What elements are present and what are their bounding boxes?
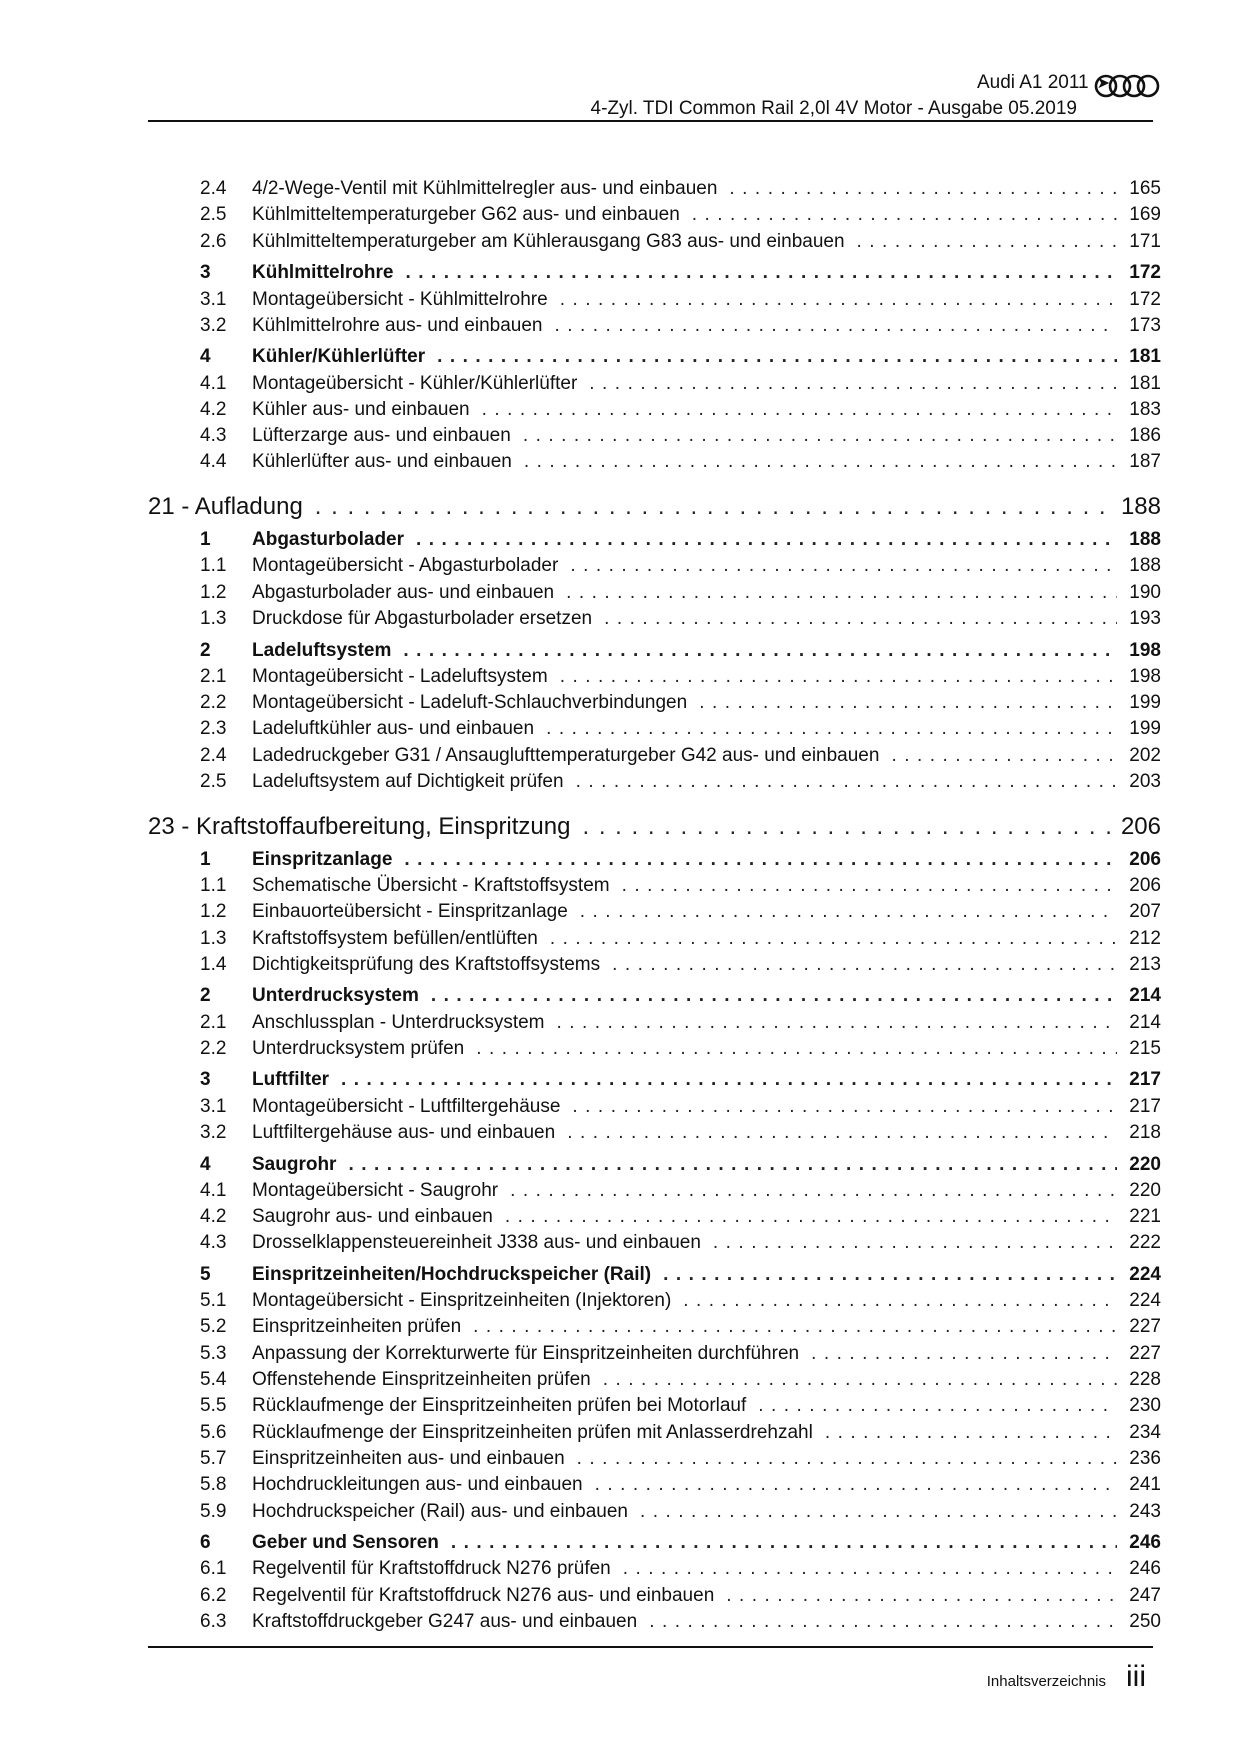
toc-entry-title: Rücklaufmenge der Einspritzeinheiten prüfen mit Anlasserdrehzahl bbox=[252, 1421, 813, 1443]
toc-entry-number: 6.2 bbox=[200, 1584, 227, 1606]
toc-entry-sub[interactable] bbox=[148, 580, 1161, 606]
toc-entry-section[interactable] bbox=[148, 1530, 1161, 1556]
toc-entry-title: Kühler/Kühlerlüfter bbox=[252, 346, 426, 368]
toc-entry-page: 206 bbox=[1120, 813, 1161, 841]
toc-entry-number: 5 bbox=[200, 1263, 211, 1285]
toc-entry-number: 3.2 bbox=[200, 1122, 227, 1144]
header-model-text: Audi A1 2011 bbox=[976, 72, 1089, 93]
toc-entry-title: Kühlmittelrohre aus- und einbauen bbox=[252, 314, 543, 336]
toc-entry-title: Kühlmitteltemperaturgeber am Kühlerausgang G83 aus- und einbauen bbox=[252, 230, 845, 252]
toc-entry-page: 181 bbox=[1129, 346, 1161, 368]
toc-entry-sub[interactable] bbox=[148, 1288, 1161, 1314]
toc-entry-number: 1 bbox=[200, 529, 211, 551]
toc-entry-title: Ladedruckgeber G31 / Ansauglufttemperaturgeber G42 aus- und einbauen bbox=[252, 744, 880, 766]
toc-entry-title: Kühler aus- und einbauen bbox=[252, 398, 470, 420]
table-of-contents bbox=[148, 176, 1161, 1635]
toc-entry-number: 5.4 bbox=[200, 1369, 227, 1391]
toc-entry-page: 213 bbox=[1129, 953, 1161, 975]
toc-entry-title: Ladeluftkühler aus- und einbauen bbox=[252, 718, 535, 740]
arrow-right-icon: ➤ bbox=[1096, 75, 1110, 92]
toc-entry-page: 199 bbox=[1129, 692, 1161, 714]
toc-entry-number: 2.2 bbox=[200, 1037, 227, 1059]
dot-leader bbox=[758, 1395, 1117, 1417]
toc-entry-title: Regelventil für Kraftstoffdruck N276 aus- und einbauen bbox=[252, 1584, 715, 1606]
toc-entry-sub[interactable] bbox=[148, 370, 1161, 396]
toc-entry-page: 190 bbox=[1129, 581, 1161, 603]
toc-entry-page: 230 bbox=[1129, 1395, 1161, 1417]
toc-entry-number: 1.3 bbox=[200, 927, 227, 949]
toc-entry-title: Kühlerlüfter aus- und einbauen bbox=[252, 451, 512, 473]
toc-entry-title: Montageübersicht - Ladeluftsystem bbox=[252, 665, 548, 687]
toc-entry-page: 188 bbox=[1129, 555, 1161, 577]
toc-entry-number: 4 bbox=[200, 346, 211, 368]
toc-entry-title: Drosselklappensteuereinheit J338 aus- und einbauen bbox=[252, 1232, 701, 1254]
dot-leader bbox=[572, 1096, 1117, 1118]
toc-entry-section[interactable] bbox=[148, 1067, 1161, 1093]
footer-label: Inhaltsverzeichnis bbox=[986, 1673, 1106, 1690]
toc-entry-number: 4.4 bbox=[200, 451, 227, 473]
dot-leader bbox=[557, 1012, 1118, 1034]
toc-entry-sub[interactable] bbox=[148, 606, 1161, 632]
toc-entry-number: 1 bbox=[200, 848, 211, 870]
toc-entry-page: 206 bbox=[1129, 848, 1161, 870]
toc-entry-sub[interactable] bbox=[148, 286, 1161, 312]
toc-entry-sub[interactable] bbox=[148, 1393, 1161, 1419]
toc-entry-number: 4.3 bbox=[200, 1232, 227, 1254]
dot-leader bbox=[405, 262, 1117, 284]
dot-leader bbox=[566, 582, 1117, 604]
toc-entry-page: 246 bbox=[1129, 1558, 1161, 1580]
toc-entry-sub[interactable] bbox=[148, 925, 1161, 951]
toc-entry-page: 224 bbox=[1129, 1263, 1161, 1285]
toc-entry-page: 234 bbox=[1129, 1421, 1161, 1443]
toc-entry-number: 3 bbox=[200, 1069, 211, 1091]
dot-leader bbox=[476, 1038, 1117, 1060]
dot-leader bbox=[341, 1069, 1117, 1091]
toc-entry-title: Luftfiltergehäuse aus- und einbauen bbox=[252, 1122, 556, 1144]
toc-entry-title: Hochdruckspeicher (Rail) aus- und einbauen bbox=[252, 1500, 628, 1522]
dot-leader bbox=[811, 1343, 1117, 1365]
toc-entry-title: Abgasturbolader aus- und einbauen bbox=[252, 581, 555, 603]
toc-entry-page: 227 bbox=[1129, 1342, 1161, 1364]
toc-entry-number: 4.1 bbox=[200, 1179, 227, 1201]
toc-entry-page: 214 bbox=[1129, 1011, 1161, 1033]
toc-entry-section[interactable] bbox=[148, 260, 1161, 286]
toc-entry-sub[interactable] bbox=[148, 1094, 1161, 1120]
toc-entry-number: 2.5 bbox=[200, 204, 227, 226]
toc-entry-sub[interactable] bbox=[148, 313, 1161, 339]
toc-entry-number: 3.1 bbox=[200, 288, 227, 310]
dot-leader bbox=[825, 1422, 1117, 1444]
dot-leader bbox=[692, 204, 1117, 226]
toc-entry-number: 2.6 bbox=[200, 230, 227, 252]
toc-entry-sub[interactable] bbox=[148, 690, 1161, 716]
toc-entry-page: 214 bbox=[1129, 985, 1161, 1007]
toc-entry-title: 4/2-Wege-Ventil mit Kühlmittelregler aus- und einbauen bbox=[252, 178, 718, 200]
toc-entry-page: 220 bbox=[1129, 1153, 1161, 1175]
toc-entry-sub[interactable] bbox=[148, 397, 1161, 423]
toc-entry-sub[interactable] bbox=[148, 1446, 1161, 1472]
toc-entry-page: 217 bbox=[1129, 1095, 1161, 1117]
dot-leader bbox=[891, 745, 1117, 767]
toc-entry-page: 183 bbox=[1129, 398, 1161, 420]
toc-entry-page: 218 bbox=[1129, 1122, 1161, 1144]
toc-entry-page: 169 bbox=[1129, 204, 1161, 226]
toc-entry-title: Anschlussplan - Unterdrucksystem bbox=[252, 1011, 545, 1033]
toc-entry-page: 172 bbox=[1129, 288, 1161, 310]
dot-leader bbox=[595, 1474, 1117, 1496]
toc-entry-page: 220 bbox=[1129, 1179, 1161, 1201]
toc-entry-number: 2 bbox=[200, 985, 211, 1007]
toc-entry-number: 4.1 bbox=[200, 372, 227, 394]
toc-entry-section[interactable] bbox=[148, 637, 1161, 663]
toc-entry-number: 5.2 bbox=[200, 1316, 227, 1338]
dot-leader bbox=[416, 529, 1117, 551]
toc-entry-page: 217 bbox=[1129, 1069, 1161, 1091]
toc-entry-page: 188 bbox=[1120, 493, 1161, 521]
toc-entry-number: 2.4 bbox=[200, 744, 227, 766]
toc-entry-number: 2 bbox=[200, 639, 211, 661]
toc-entry-number: 5.6 bbox=[200, 1421, 227, 1443]
toc-entry-page: 198 bbox=[1129, 639, 1161, 661]
dot-leader bbox=[663, 1264, 1117, 1286]
toc-entry-title: Kühlmittelrohre bbox=[252, 262, 394, 284]
toc-entry-number: 5.9 bbox=[200, 1500, 227, 1522]
toc-entry-sub[interactable] bbox=[148, 1556, 1161, 1582]
toc-entry-title: 21 - Aufladung bbox=[148, 493, 303, 521]
toc-entry-page: 186 bbox=[1129, 425, 1161, 447]
toc-entry-page: 198 bbox=[1129, 665, 1161, 687]
toc-entry-number: 1.2 bbox=[200, 581, 227, 603]
toc-entry-sub[interactable] bbox=[148, 664, 1161, 690]
toc-entry-page: 215 bbox=[1129, 1037, 1161, 1059]
dot-leader bbox=[437, 346, 1117, 368]
toc-entry-number: 1.1 bbox=[200, 555, 227, 577]
toc-entry-title: Einspritzeinheiten aus- und einbauen bbox=[252, 1447, 565, 1469]
toc-entry-page: 212 bbox=[1129, 927, 1161, 949]
dot-leader bbox=[554, 315, 1117, 337]
toc-entry-sub[interactable] bbox=[148, 1498, 1161, 1524]
toc-entry-page: 228 bbox=[1129, 1369, 1161, 1391]
toc-entry-page: 172 bbox=[1129, 262, 1161, 284]
dot-leader bbox=[857, 231, 1117, 253]
dot-leader bbox=[683, 1290, 1117, 1312]
dot-leader bbox=[523, 425, 1117, 447]
toc-entry-section[interactable] bbox=[148, 983, 1161, 1009]
toc-entry-number: 1.3 bbox=[200, 608, 227, 630]
dot-leader bbox=[510, 1180, 1117, 1202]
toc-entry-sub[interactable] bbox=[148, 1010, 1161, 1036]
toc-entry-title: Einspritzeinheiten/Hochdruckspeicher (Rail) bbox=[252, 1263, 652, 1285]
dot-leader bbox=[603, 1369, 1117, 1391]
toc-entry-number: 5.3 bbox=[200, 1342, 227, 1364]
toc-entry-title: Montageübersicht - Kühler/Kühlerlüfter bbox=[252, 372, 578, 394]
toc-entry-sub[interactable] bbox=[148, 1036, 1161, 1062]
toc-entry-title: Unterdrucksystem bbox=[252, 985, 419, 1007]
toc-entry-title: Kraftstoffsystem befüllen/entlüften bbox=[252, 927, 538, 949]
toc-entry-number: 5.5 bbox=[200, 1395, 227, 1417]
toc-entry-number: 2.4 bbox=[200, 178, 227, 200]
footer-rule bbox=[148, 1646, 1153, 1648]
toc-entry-sub[interactable] bbox=[148, 873, 1161, 899]
toc-entry-page: 202 bbox=[1129, 744, 1161, 766]
toc-entry-sub[interactable] bbox=[148, 743, 1161, 769]
toc-entry-page: 243 bbox=[1129, 1500, 1161, 1522]
toc-entry-title: Montageübersicht - Einspritzeinheiten (Injektoren) bbox=[252, 1290, 672, 1312]
toc-entry-page: 221 bbox=[1129, 1206, 1161, 1228]
toc-entry-title: Dichtigkeitsprüfung des Kraftstoffsystems bbox=[252, 953, 601, 975]
toc-entry-title: Einspritzeinheiten prüfen bbox=[252, 1316, 462, 1338]
dot-leader bbox=[431, 985, 1117, 1007]
dot-leader bbox=[524, 451, 1117, 473]
toc-entry-sub[interactable] bbox=[148, 899, 1161, 925]
toc-entry-sub[interactable] bbox=[148, 449, 1161, 475]
dot-leader bbox=[640, 1501, 1117, 1523]
toc-entry-number: 2.5 bbox=[200, 771, 227, 793]
dot-leader bbox=[729, 178, 1117, 200]
toc-entry-sub[interactable] bbox=[148, 1609, 1161, 1635]
toc-entry-sub[interactable] bbox=[148, 716, 1161, 742]
toc-entry-number: 4.2 bbox=[200, 1206, 227, 1228]
dot-leader bbox=[315, 493, 1111, 521]
toc-entry-sub[interactable] bbox=[148, 553, 1161, 579]
toc-entry-title: Druckdose für Abgasturbolader ersetzen bbox=[252, 608, 593, 630]
audi-rings-logo bbox=[1094, 73, 1160, 99]
toc-entry-sub[interactable] bbox=[148, 1204, 1161, 1230]
toc-entry-title: Saugrohr bbox=[252, 1153, 337, 1175]
toc-entry-title: Montageübersicht - Abgasturbolader bbox=[252, 555, 559, 577]
dot-leader bbox=[505, 1206, 1117, 1228]
toc-entry-page: 224 bbox=[1129, 1290, 1161, 1312]
toc-entry-page: 236 bbox=[1129, 1447, 1161, 1469]
toc-entry-title: Unterdrucksystem prüfen bbox=[252, 1037, 465, 1059]
toc-entry-title: Rücklaufmenge der Einspritzeinheiten prüfen bei Motorlauf bbox=[252, 1395, 747, 1417]
toc-entry-title: Ladeluftsystem bbox=[252, 639, 392, 661]
dot-leader bbox=[589, 373, 1117, 395]
dot-leader bbox=[550, 928, 1117, 950]
toc-entry-sub[interactable] bbox=[148, 1367, 1161, 1393]
toc-entry-page: 241 bbox=[1129, 1474, 1161, 1496]
dot-leader bbox=[582, 813, 1111, 841]
toc-entry-number: 5.1 bbox=[200, 1290, 227, 1312]
dot-leader bbox=[348, 1154, 1117, 1176]
toc-entry-sub[interactable] bbox=[148, 769, 1161, 795]
dot-leader bbox=[546, 718, 1117, 740]
dot-leader bbox=[699, 692, 1117, 714]
toc-entry-page: 199 bbox=[1129, 718, 1161, 740]
dot-leader bbox=[482, 399, 1117, 421]
toc-entry-title: Montageübersicht - Luftfiltergehäuse bbox=[252, 1095, 561, 1117]
toc-entry-number: 2.1 bbox=[200, 665, 227, 687]
toc-entry-title: Saugrohr aus- und einbauen bbox=[252, 1206, 493, 1228]
toc-entry-title: Kraftstoffdruckgeber G247 aus- und einbauen bbox=[252, 1610, 638, 1632]
toc-entry-page: 181 bbox=[1129, 372, 1161, 394]
toc-entry-sub[interactable] bbox=[148, 1178, 1161, 1204]
toc-entry-title: Einspritzanlage bbox=[252, 848, 393, 870]
toc-entry-title: Montageübersicht - Kühlmittelrohre bbox=[252, 288, 548, 310]
dot-leader bbox=[726, 1585, 1117, 1607]
dot-leader bbox=[403, 640, 1117, 662]
toc-entry-title: Offenstehende Einspritzeinheiten prüfen bbox=[252, 1369, 591, 1391]
toc-entry-chapter[interactable] bbox=[148, 494, 1161, 520]
toc-entry-sub[interactable] bbox=[148, 202, 1161, 228]
toc-entry-number: 3.2 bbox=[200, 314, 227, 336]
dot-leader bbox=[580, 901, 1117, 923]
dot-leader bbox=[713, 1232, 1117, 1254]
toc-entry-number: 1.4 bbox=[200, 953, 227, 975]
toc-entry-title: 23 - Kraftstoffaufbereitung, Einspritzung bbox=[148, 813, 571, 841]
toc-entry-page: 206 bbox=[1129, 874, 1161, 896]
toc-entry-section[interactable] bbox=[148, 344, 1161, 370]
toc-entry-page: 207 bbox=[1129, 901, 1161, 923]
toc-entry-section[interactable] bbox=[148, 527, 1161, 553]
toc-entry-number: 5.8 bbox=[200, 1474, 227, 1496]
toc-entry-sub[interactable] bbox=[148, 1120, 1161, 1146]
toc-entry-page: 227 bbox=[1129, 1316, 1161, 1338]
toc-entry-sub[interactable] bbox=[148, 1583, 1161, 1609]
toc-entry-sub[interactable] bbox=[148, 1230, 1161, 1256]
toc-entry-number: 3.1 bbox=[200, 1095, 227, 1117]
footer bbox=[987, 1660, 1146, 1694]
dot-leader bbox=[560, 289, 1117, 311]
dot-leader bbox=[473, 1316, 1117, 1338]
toc-entry-number: 2.3 bbox=[200, 718, 227, 740]
toc-entry-number: 6.1 bbox=[200, 1558, 227, 1580]
toc-entry-sub[interactable] bbox=[148, 176, 1161, 202]
toc-entry-page: 193 bbox=[1129, 608, 1161, 630]
dot-leader bbox=[622, 875, 1117, 897]
toc-entry-title: Luftfilter bbox=[252, 1069, 330, 1091]
toc-entry-page: 247 bbox=[1129, 1584, 1161, 1606]
toc-entry-page: 222 bbox=[1129, 1232, 1161, 1254]
toc-entry-sub[interactable] bbox=[148, 423, 1161, 449]
toc-entry-page: 188 bbox=[1129, 529, 1161, 551]
toc-entry-title: Abgasturbolader bbox=[252, 529, 405, 551]
dot-leader bbox=[567, 1122, 1117, 1144]
toc-entry-section[interactable] bbox=[148, 1262, 1161, 1288]
toc-entry-title: Montageübersicht - Saugrohr bbox=[252, 1179, 499, 1201]
dot-leader bbox=[577, 1448, 1117, 1470]
toc-entry-sub[interactable] bbox=[148, 229, 1161, 255]
toc-entry-title: Hochdruckleitungen aus- und einbauen bbox=[252, 1474, 583, 1496]
dot-leader bbox=[576, 771, 1117, 793]
toc-entry-section[interactable] bbox=[148, 1151, 1161, 1177]
dot-leader bbox=[604, 608, 1117, 630]
dot-leader bbox=[570, 555, 1117, 577]
toc-entry-chapter[interactable] bbox=[148, 814, 1161, 840]
toc-entry-sub[interactable] bbox=[148, 1341, 1161, 1367]
toc-entry-number: 4.2 bbox=[200, 398, 227, 420]
toc-entry-sub[interactable] bbox=[148, 1472, 1161, 1498]
toc-entry-page: 250 bbox=[1129, 1610, 1161, 1632]
toc-entry-sub[interactable] bbox=[148, 1420, 1161, 1446]
toc-entry-title: Kühlmitteltemperaturgeber G62 aus- und einbauen bbox=[252, 204, 680, 226]
dot-leader bbox=[404, 849, 1117, 871]
toc-entry-page: 171 bbox=[1129, 230, 1161, 252]
toc-entry-number: 6.3 bbox=[200, 1610, 227, 1632]
toc-entry-sub[interactable] bbox=[148, 1314, 1161, 1340]
toc-entry-title: Montageübersicht - Ladeluft-Schlauchverbindungen bbox=[252, 692, 688, 714]
toc-entry-title: Regelventil für Kraftstoffdruck N276 prüfen bbox=[252, 1558, 611, 1580]
header-subtitle: 4-Zyl. TDI Common Rail 2,0l 4V Motor - Ausgabe 05.2019 bbox=[590, 98, 1077, 119]
toc-entry-title: Schematische Übersicht - Kraftstoffsystem bbox=[252, 874, 610, 896]
page-number: iii bbox=[1126, 1660, 1146, 1693]
dot-leader bbox=[560, 666, 1117, 688]
dot-leader bbox=[451, 1532, 1117, 1554]
toc-entry-page: 187 bbox=[1129, 451, 1161, 473]
toc-entry-page: 173 bbox=[1129, 314, 1161, 336]
dot-leader bbox=[612, 954, 1117, 976]
dot-leader bbox=[623, 1558, 1117, 1580]
dot-leader bbox=[649, 1611, 1117, 1633]
toc-entry-title: Ladeluftsystem auf Dichtigkeit prüfen bbox=[252, 771, 564, 793]
toc-entry-page: 165 bbox=[1129, 178, 1161, 200]
toc-entry-number: 5.7 bbox=[200, 1447, 227, 1469]
toc-entry-section[interactable] bbox=[148, 847, 1161, 873]
header-model bbox=[977, 72, 1110, 94]
toc-entry-number: 4.3 bbox=[200, 425, 227, 447]
toc-entry-page: 203 bbox=[1129, 771, 1161, 793]
toc-entry-number: 1.2 bbox=[200, 901, 227, 923]
toc-entry-title: Geber und Sensoren bbox=[252, 1532, 439, 1554]
toc-entry-number: 4 bbox=[200, 1153, 211, 1175]
toc-entry-number: 1.1 bbox=[200, 874, 227, 896]
toc-entry-title: Lüfterzarge aus- und einbauen bbox=[252, 425, 511, 447]
toc-entry-page: 246 bbox=[1129, 1532, 1161, 1554]
header-rule bbox=[148, 120, 1153, 122]
toc-entry-number: 6 bbox=[200, 1532, 211, 1554]
toc-entry-sub[interactable] bbox=[148, 952, 1161, 978]
toc-entry-number: 2.2 bbox=[200, 692, 227, 714]
toc-entry-title: Anpassung der Korrekturwerte für Einspritzeinheiten durchführen bbox=[252, 1342, 800, 1364]
toc-entry-number: 3 bbox=[200, 262, 211, 284]
toc-entry-title: Einbauorteübersicht - Einspritzanlage bbox=[252, 901, 568, 923]
toc-entry-number: 2.1 bbox=[200, 1011, 227, 1033]
